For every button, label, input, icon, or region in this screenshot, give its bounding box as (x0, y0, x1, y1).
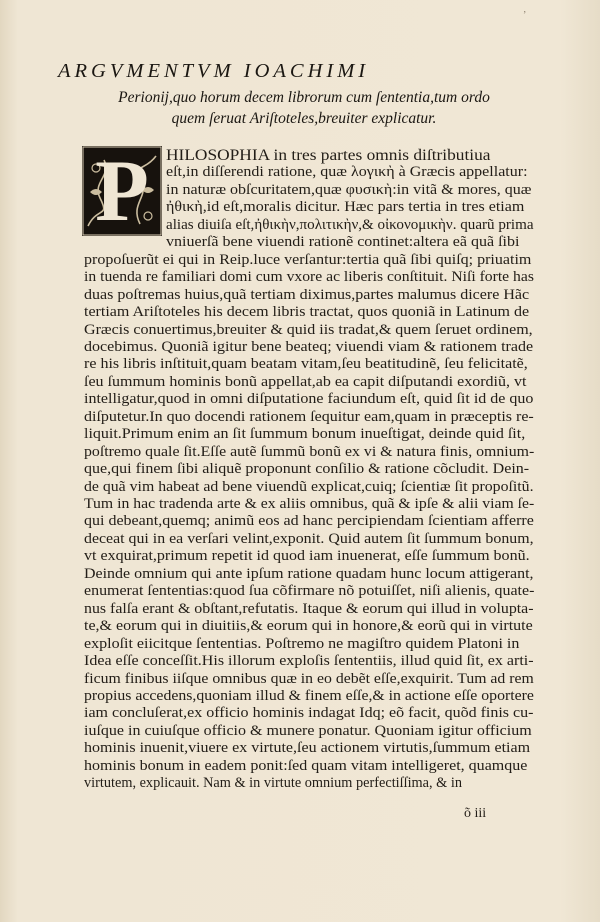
text-line: propoſuerũt ei qui in Reip.luce verſantur:tertia quã ſibi quiſq; priuatim (84, 251, 532, 268)
text-line: deceat qui in ea verſari velint,exponit. Quid autem ſit ſummum bonum, (84, 530, 534, 547)
text-line: exploſit eiicitque ſententias. Poſtremo ne magiſtro quidem Platoni in (84, 635, 520, 652)
text-line: hominis bonum in eadem ponit:ſed quam vitam intelligeret, quamque (84, 757, 528, 774)
text-line: enumerat ſententias:quod ſua cõfirmare nõ potuiſſet, niſi alienis, quate- (84, 583, 535, 600)
text-line: alias diuiſa eſt,ἠθικὴν,πολιτικὴν,& οἰκονομικὴν. quarũ prima (166, 216, 534, 233)
text-line: iam concluſerat,ex officio hominis indagat Idq; eõ facit, quõd finis cu- (84, 705, 534, 722)
text-line: poſtremo quale ſit.Eſſe autẽ ſummũ bonũ ex vi & natura finis, omnium- (84, 443, 535, 460)
text-line: intelligatur,quod in omni diſputatione faciundum eſt, quid ſit id de quo (84, 391, 534, 408)
text-line: liquit.Primum enim an ſit ſummum bonum inueſtigat, deinde quid ſit, (84, 426, 526, 443)
text-line: docebimus. Quoniã igitur bene beateq; viuendi viam & rationem trade (84, 338, 534, 355)
text-line: Græcis conuertimus,breuiter & quid iis tradat,& quem ſeruet ordinem, (84, 321, 533, 338)
text-line: ἠθικὴ,id eſt,moralis dicitur. Hæc pars tertia in tres etiam (166, 199, 525, 216)
subtitle-line-2: quem ſeruat Ariſtoteles,breuiter explicatur. (171, 110, 437, 127)
text-line: nus falſa erant & obſtant,refutatis. Itaque & eorum qui illud in volupta- (84, 600, 534, 617)
text-line: Deinde omnium qui ante ipſum ratione quadam hunc locum attigerant, (84, 565, 534, 582)
drop-cap-letter: P (95, 146, 149, 236)
drop-cap-initial (82, 146, 162, 236)
page-title: ARGVMENTVM IOACHIMI (58, 60, 370, 82)
text-line: re his libris inſtituit,quam beatam vitam,ſeu beatitudinẽ, ſeu felicitatẽ, (84, 356, 528, 373)
text-line: hominis inuenit,viuere ex virtute,ſeu actionem virtutis,ſummum etiam (84, 740, 531, 757)
page-corner-mark: ’ (523, 10, 527, 21)
text-line: Tum in hac tradenda arte & ex aliis omnibus, quã & ipſe & alii viam ſe- (84, 496, 535, 512)
text-line: ficum finibus iiſque omnibus quæ in eo debẽt eſſe,exquirit. Tum ad rem (84, 670, 534, 687)
text-line: in naturæ obſcuritatem,quæ φυσικὴ:in vitã & mores, quæ (166, 181, 532, 198)
folio-signature: õ iii (464, 806, 487, 821)
text-line: in tuenda re familiari domi cum vxore ac liberis conſtituit. Niſi forte has (84, 269, 534, 286)
text-line: vt exquirat,primum repetit id quod iam inuenerat, eſſe ſummum bonũ. (84, 548, 530, 565)
text-line: virtutem, explicauit. Nam & in virtute omnium perfectiſſima, & in (84, 775, 462, 792)
text-line: HILOSOPHIA in tres partes omnis diſtributiua (166, 147, 491, 164)
text-line: qui debeant,quemq; animũ eos ad hanc percipiendam ſcientiam afferre (84, 513, 534, 530)
text-line: que,qui finem ſibi aliquẽ proponunt conſilio & ratione cõcludit. Dein- (84, 461, 530, 478)
text-line: vniuerſã bene viuendi rationẽ continet:altera eã quã ſibi (166, 234, 520, 251)
text-line: ſeu ſummum hominis bonũ appellat,ab ea capit diſputandi exordiũ, vt (84, 373, 527, 390)
subtitle-line-1: Perionij,quo horum decem librorum cum ſententia,tum ordo (118, 89, 490, 106)
text-line: duas poſtremas huius,quã tertiam diximus,partes malumus dicere Hãc (84, 286, 530, 303)
text-line: te,& eorum qui in diuitiis,& eorum qui in honore,& eorũ qui in virtute (84, 618, 533, 635)
text-line: iuſque in cuiuſque officio & munere ponatur. Quoniam igitur officium (84, 722, 532, 739)
text-line: Idea eſſe conceſſit.His illorum exploſis ſententiis, illud quid ſit, ex arti- (84, 653, 534, 670)
text-line: eſt,in diſſerendi ratione, quæ λογικὴ à Græcis appellatur: (166, 164, 528, 181)
text-line: diſputetur.In quo docendi rationem ſequitur eam,quam in præceptis re- (84, 408, 534, 425)
text-line: tertiam Ariſtoteles his decem libris tractat, quos quoniã in Latinum de (84, 304, 530, 321)
text-line: de quã vim habeat ad bene viuendũ explicat,cuiq; ſcientiæ ſit propoſitũ. (84, 478, 534, 495)
text-line: propius accedens,quoniam illud & finem eſſe,& in actione eſſe oportere (84, 687, 534, 704)
